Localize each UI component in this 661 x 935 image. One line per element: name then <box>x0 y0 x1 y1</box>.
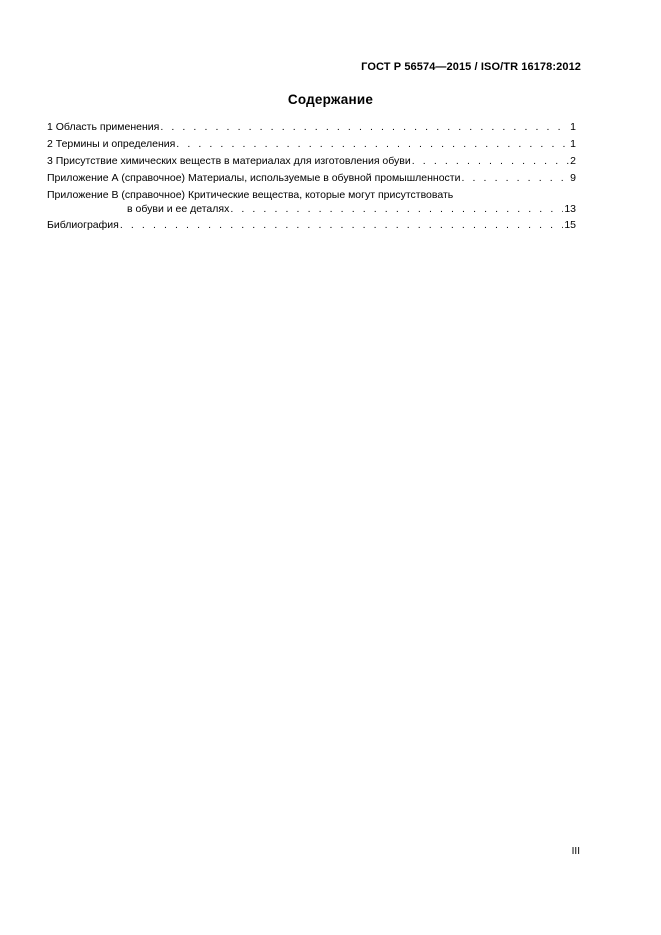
toc-entry-page: 15 <box>564 219 576 231</box>
toc-entry-terms[interactable] <box>47 136 576 153</box>
toc-leader-dots <box>461 170 569 187</box>
toc-entry-page: 1 <box>570 138 576 150</box>
toc-entry-page: 2 <box>570 155 576 167</box>
toc-entry-label: 1 Область применения <box>47 121 160 133</box>
toc-entry-label: Приложение А (справочное) Материалы, используемые в обувной промышленности <box>47 172 461 184</box>
toc-entry-label: Приложение В (справочное) Критические вещества, которые могут присутствовать <box>47 189 454 201</box>
toc-entry-bibliography[interactable] <box>47 217 576 234</box>
document-header: ГОСТ Р 56574—2015 / ISO/TR 16178:2012 <box>361 61 581 73</box>
toc-entry-page: 9 <box>570 172 576 184</box>
toc-entry-annex-a[interactable] <box>47 170 576 187</box>
toc-entry-chemicals[interactable] <box>47 153 576 170</box>
toc-entry-annex-b-continued[interactable] <box>47 202 576 217</box>
toc-entry-label: 3 Присутствие химических веществ в материалах для изготовления обуви <box>47 155 411 167</box>
toc-leader-dots <box>412 153 569 170</box>
toc-entry-label: 2 Термины и определения <box>47 138 176 150</box>
toc-entry-page: 1 <box>570 121 576 133</box>
table-of-contents <box>47 119 576 234</box>
toc-entry-label: Библиография <box>47 219 119 231</box>
toc-leader-dots <box>176 136 569 153</box>
toc-title: Содержание <box>287 92 374 107</box>
toc-leader-dots <box>120 217 563 234</box>
toc-leader-dots <box>230 202 563 216</box>
toc-leader-dots <box>160 119 569 136</box>
toc-entry-annex-b[interactable] <box>47 189 576 202</box>
toc-entry-scope[interactable] <box>47 119 576 136</box>
toc-entry-page: 13 <box>564 203 576 215</box>
toc-entry-label-continued: в обуви и ее деталях <box>127 203 230 215</box>
page-number: III <box>571 846 580 857</box>
